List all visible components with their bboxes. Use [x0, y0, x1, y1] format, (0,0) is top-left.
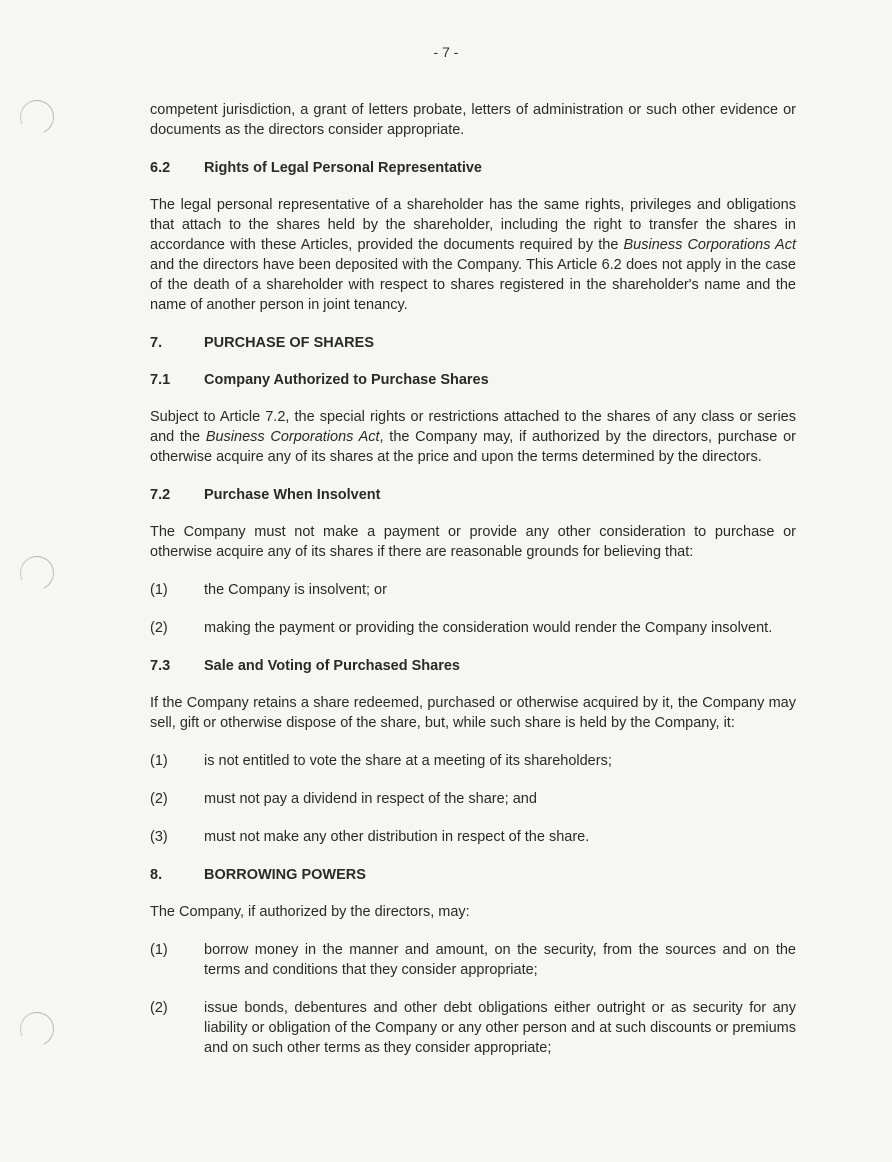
- section-title: BORROWING POWERS: [204, 867, 366, 883]
- item-text: must not pay a dividend in respect of the share; and: [204, 791, 537, 807]
- section-title: PURCHASE OF SHARES: [204, 335, 374, 351]
- item-number: (1): [150, 942, 168, 958]
- act-name: Business Corporations Act: [205, 429, 380, 445]
- item-text: borrow money in the manner and amount, on the security, from the sources and on the terms and conditions that they consider appropriate;: [204, 942, 796, 978]
- item-number: (1): [150, 753, 168, 769]
- section-number: 6.2: [150, 160, 171, 176]
- list-item: [150, 751, 796, 771]
- item-text: issue bonds, debentures and other debt obligations either outright or as security for any liability or obligation of the Company or any other person and at such discounts or premiums and on such other terms as they consider appropriate;: [204, 1000, 796, 1056]
- section-number: 7.1: [150, 372, 171, 388]
- list-item: [150, 789, 796, 809]
- section-heading-7-3: [150, 656, 796, 676]
- paragraph-7-1: Subject to Article 7.2, the special rights or restrictions attached to the shares of any class or series and the Business Corporations Act, the Company may, if authorized by the directors, purchase or otherwise acquire any of its shares at the price and upon the terms determined by the directors.: [150, 409, 796, 465]
- item-text: making the payment or providing the consideration would render the Company insolvent.: [204, 620, 773, 636]
- list-item: [150, 940, 796, 980]
- section-heading-8: [150, 865, 796, 885]
- item-number: (2): [150, 620, 168, 636]
- item-number: (3): [150, 829, 168, 845]
- act-name: Business Corporations Act: [623, 237, 796, 253]
- section-heading-7-2: [150, 485, 796, 505]
- paragraph-8: The Company, if authorized by the directors, may:: [150, 904, 470, 920]
- binder-hole-mark: [15, 95, 59, 139]
- section-number: 8.: [150, 867, 163, 883]
- item-text: must not make any other distribution in respect of the share.: [204, 829, 590, 845]
- section-heading-7: [150, 333, 796, 353]
- binder-hole-mark: [15, 1007, 59, 1051]
- paragraph-7-2: The Company must not make a payment or provide any other consideration to purchase or otherwise acquire any of its shares if there are reasonable grounds for believing that:: [150, 524, 796, 560]
- section-heading-7-1: [150, 370, 796, 390]
- page-number: - 7 -: [433, 44, 459, 60]
- section-number: 7.2: [150, 487, 171, 503]
- section-title: Company Authorized to Purchase Shares: [204, 372, 489, 388]
- section-title: Sale and Voting of Purchased Shares: [204, 658, 460, 674]
- paragraph-7-3: If the Company retains a share redeemed, purchased or otherwise acquired by it, the Company may sell, gift or otherwise dispose of the share, but, while such share is held by the Company, it:: [150, 695, 796, 731]
- intro-paragraph: competent jurisdiction, a grant of letters probate, letters of administration or such other evidence or documents as the directors consider appropriate.: [150, 102, 796, 138]
- section-heading-6-2: [150, 158, 796, 178]
- section-number: 7.: [150, 335, 163, 351]
- section-title: Rights of Legal Personal Representative: [204, 160, 482, 176]
- binder-hole-mark: [15, 551, 59, 595]
- list-item: [150, 618, 796, 638]
- document-body: [150, 100, 796, 1058]
- item-text: is not entitled to vote the share at a meeting of its shareholders;: [204, 753, 612, 769]
- item-text: the Company is insolvent; or: [204, 582, 387, 598]
- item-number: (2): [150, 791, 168, 807]
- item-number: (1): [150, 582, 168, 598]
- list-item: [150, 580, 796, 600]
- item-number: (2): [150, 1000, 168, 1016]
- section-title: Purchase When Insolvent: [204, 487, 381, 503]
- list-item: [150, 827, 796, 847]
- list-item: [150, 998, 796, 1058]
- section-number: 7.3: [150, 658, 171, 674]
- paragraph-6-2: The legal personal representative of a shareholder has the same rights, privileges and obligations that attach to the shares held by the shareholder, including the right to transfer the shares in accordance with these Articles, provided the documents required by the Business Corporations Act and the directors have been deposited with the Company. This Article 6.2 does not apply in the case of the death of a shareholder with respect to shares registered in the shareholder's name and the name of another person in joint tenancy.: [150, 197, 796, 313]
